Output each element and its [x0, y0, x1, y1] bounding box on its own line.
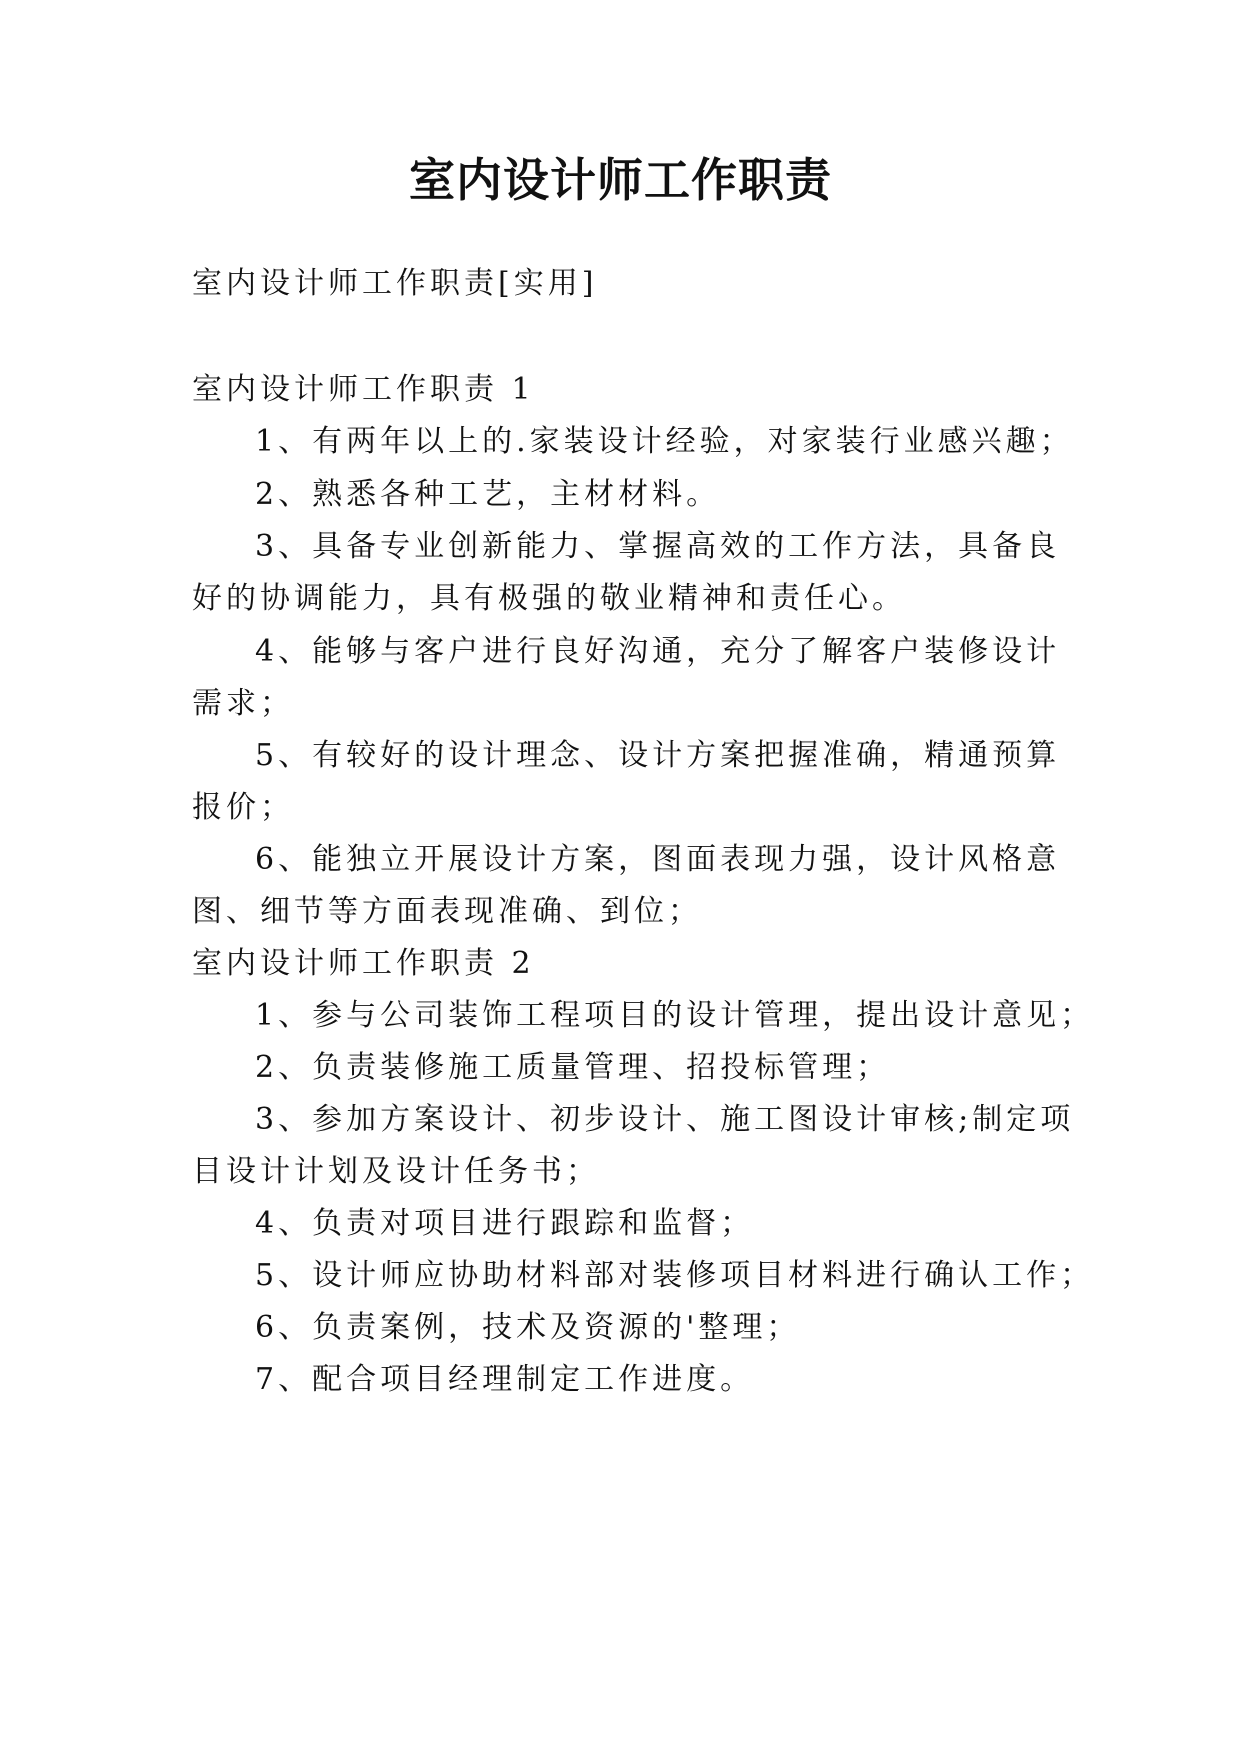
duty-item: 2、熟悉各种工艺，主材材料。 [255, 477, 721, 512]
duty-item-continuation: 好的协调能力，具有极强的敬业精神和责任心。 [192, 581, 906, 616]
duty-item: 3、具备专业创新能力、掌握高效的工作方法，具备良 [255, 529, 1061, 564]
duty-item: 3、参加方案设计、初步设计、施工图设计审核;制定项 [255, 1102, 1075, 1137]
duty-item: 1、参与公司装饰工程项目的设计管理，提出设计意见； [255, 998, 1095, 1033]
duty-item: 5、设计师应协助材料部对装修项目材料进行确认工作； [255, 1258, 1095, 1293]
duty-item: 6、能独立开展设计方案，图面表现力强，设计风格意 [255, 842, 1061, 877]
duty-item: 4、能够与客户进行良好沟通，充分了解客户装修设计 [255, 634, 1061, 669]
duty-item: 7、配合项目经理制定工作进度。 [255, 1362, 755, 1397]
section-heading: 室内设计师工作职责 2 [192, 946, 535, 981]
section-heading: 室内设计师工作职责 1 [192, 372, 535, 407]
duty-item: 5、有较好的设计理念、设计方案把握准确，精通预算 [255, 738, 1061, 773]
duty-item: 2、负责装修施工质量管理、招投标管理； [255, 1050, 891, 1085]
document-title: 室内设计师工作职责 [409, 153, 832, 207]
duty-item-continuation: 报价； [192, 790, 294, 825]
duty-item-continuation: 图、细节等方面表现准确、到位； [192, 894, 702, 929]
duty-item-continuation: 目设计计划及设计任务书； [192, 1154, 600, 1189]
duty-item: 4、负责对项目进行跟踪和监督； [255, 1206, 755, 1241]
duty-item: 6、负责案例，技术及资源的'整理； [255, 1310, 801, 1345]
document-subtitle: 室内设计师工作职责[实用] [192, 266, 598, 301]
duty-item-continuation: 需求； [192, 686, 294, 721]
duty-item: 1、有两年以上的.家装设计经验，对家装行业感兴趣； [255, 424, 1074, 459]
